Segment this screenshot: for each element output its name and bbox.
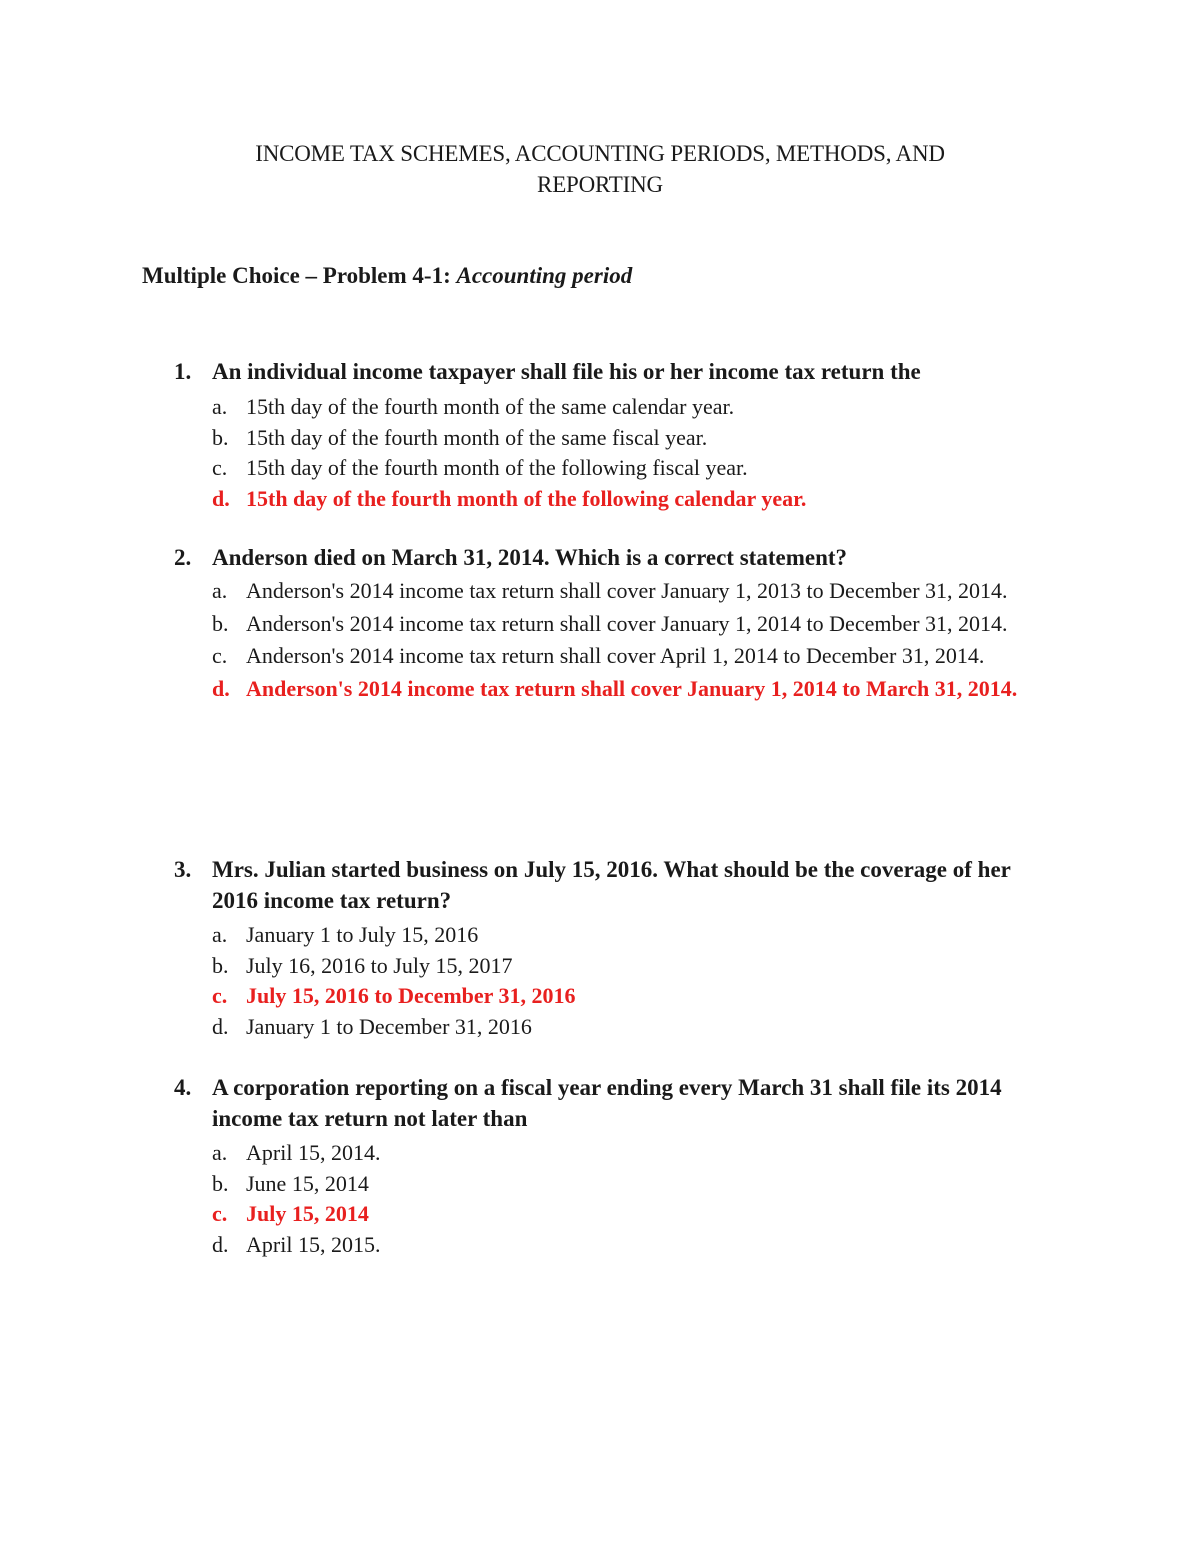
option-letter: b.	[212, 952, 229, 978]
option-text: Anderson's 2014 income tax return shall cover January 1, 2013 to December 31, 2014.	[246, 578, 1008, 603]
question-text: An individual income taxpayer shall file his or her income tax return the	[212, 359, 921, 384]
option-letter: b.	[212, 1170, 229, 1196]
option-letter: b.	[212, 610, 229, 636]
option-letter: c.	[212, 643, 228, 668]
option-letter: d.	[212, 675, 230, 701]
question-text: Anderson died on March 31, 2014. Which is a correct statement?	[212, 545, 848, 570]
section-topic: Accounting period	[456, 263, 633, 288]
option-a	[0, 576, 1200, 607]
option-letter: d.	[212, 1013, 229, 1039]
option-text: January 1 to July 15, 2016	[246, 922, 479, 947]
option-letter: c.	[212, 455, 228, 480]
option-d-answer	[0, 674, 1200, 705]
option-text: Anderson's 2014 income tax return shall cover January 1, 2014 to March 31, 2014.	[246, 675, 1018, 701]
option-text: 15th day of the fourth month of the same fiscal year.	[246, 424, 708, 450]
options-list	[0, 576, 1200, 704]
question-number: 4.	[174, 1075, 192, 1100]
option-a	[0, 392, 1200, 423]
option-letter: d.	[212, 485, 230, 511]
option-text: 15th day of the fourth month of the following fiscal year.	[246, 455, 748, 480]
option-d-answer	[0, 484, 1200, 515]
document-title	[0, 138, 1200, 200]
option-letter: a.	[212, 922, 228, 947]
option-c	[0, 641, 1200, 672]
question-number: 3.	[174, 857, 192, 882]
option-b	[0, 609, 1200, 640]
option-text: April 15, 2014.	[246, 1140, 381, 1165]
option-d	[0, 1012, 1200, 1043]
option-text: June 15, 2014	[246, 1170, 369, 1196]
question-number: 1.	[174, 359, 192, 384]
options-list	[0, 1138, 1200, 1260]
title-line-2: REPORTING	[537, 172, 663, 197]
option-b	[0, 423, 1200, 454]
question-text: Mrs. Julian started business on July 15, 2016. What should be the coverage of her 2016 income tax return?	[212, 857, 1011, 913]
options-list	[0, 920, 1200, 1042]
option-c	[0, 453, 1200, 484]
option-text: July 15, 2016 to December 31, 2016	[246, 983, 576, 1008]
option-b	[0, 1169, 1200, 1200]
option-letter: b.	[212, 424, 229, 450]
option-c-answer	[0, 1199, 1200, 1230]
section-label: Multiple Choice – Problem 4-1:	[142, 263, 451, 288]
option-text: April 15, 2015.	[246, 1231, 381, 1257]
option-text: Anderson's 2014 income tax return shall cover January 1, 2014 to December 31, 2014.	[246, 610, 1008, 636]
option-text: Anderson's 2014 income tax return shall cover April 1, 2014 to December 31, 2014.	[246, 643, 985, 668]
question-number: 2.	[174, 545, 192, 570]
option-text: July 16, 2016 to July 15, 2017	[246, 952, 513, 978]
option-a	[0, 1138, 1200, 1169]
options-list	[0, 392, 1200, 514]
option-letter: d.	[212, 1231, 229, 1257]
option-text: 15th day of the fourth month of the same calendar year.	[246, 394, 735, 419]
title-line-1: INCOME TAX SCHEMES, ACCOUNTING PERIODS, METHODS, AND	[255, 141, 945, 166]
option-a	[0, 920, 1200, 951]
option-letter: c.	[212, 1201, 228, 1226]
section-heading	[142, 260, 632, 291]
option-letter: a.	[212, 578, 228, 603]
option-b	[0, 951, 1200, 982]
option-d	[0, 1230, 1200, 1261]
option-text: July 15, 2014	[246, 1201, 369, 1226]
option-text: January 1 to December 31, 2016	[246, 1013, 532, 1039]
option-c-answer	[0, 981, 1200, 1012]
option-letter: c.	[212, 983, 228, 1008]
option-text: 15th day of the fourth month of the following calendar year.	[246, 485, 807, 511]
option-letter: a.	[212, 1140, 228, 1165]
question-text: A corporation reporting on a fiscal year ending every March 31 shall file its 2014 income tax return not later than	[212, 1075, 1002, 1131]
option-letter: a.	[212, 394, 228, 419]
